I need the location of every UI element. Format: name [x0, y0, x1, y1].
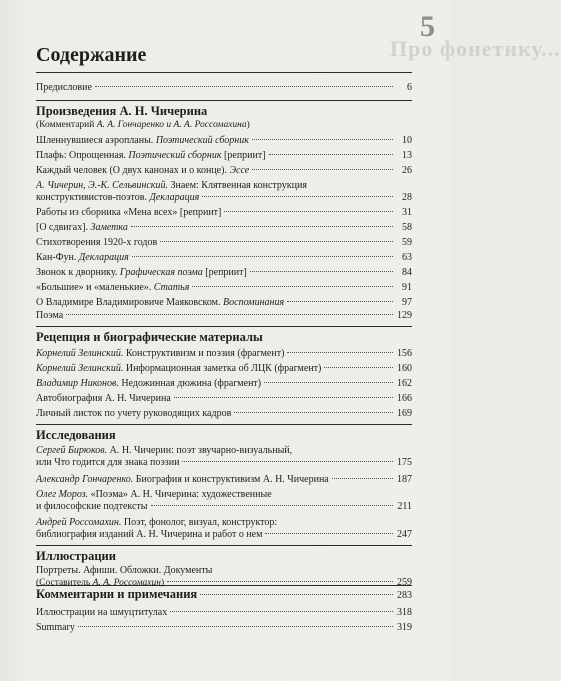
entry-plain: «Большие» и «маленькие». [36, 282, 154, 293]
entry-plain: Каждый человек (О двух канонах и о конце). [36, 165, 230, 176]
page-number: 259 [397, 577, 412, 588]
toc-entry[interactable] [36, 150, 412, 162]
entry-italic: Олег Мороз. [36, 489, 89, 500]
toc-entry[interactable] [36, 252, 412, 264]
entry-text [36, 348, 284, 360]
page-number: 84 [402, 267, 412, 278]
dot-leader [131, 226, 393, 227]
entry-italic: Корнелий Зелинский. [36, 363, 124, 374]
page-number: 162 [397, 378, 412, 389]
toc-entry-preface[interactable] [36, 82, 412, 94]
toc-entry[interactable] [36, 622, 412, 634]
entry-plain: Конструктивизм и поэзия (фрагмент) [123, 348, 285, 359]
entry-plain-tail: [реприит] [202, 267, 247, 278]
entry-text [36, 474, 329, 486]
entry-italic: Александр Гончаренко. [36, 474, 134, 485]
section-rule [36, 100, 412, 101]
entry-italic: Андрей Россомахин. [36, 517, 122, 528]
toc-entry[interactable] [36, 165, 412, 177]
dot-leader [252, 169, 393, 170]
dot-leader [224, 211, 393, 212]
entry-plain: «Поэма» А. Н. Чичерина: художественные [88, 489, 272, 500]
toc-entry[interactable] [36, 607, 412, 619]
dot-leader [252, 139, 393, 140]
dot-leader [264, 382, 393, 383]
entry-text [36, 445, 292, 457]
entry-text: Предисловие [36, 82, 92, 93]
entry-italic: Декларация [149, 192, 200, 203]
subheading-suffix: ) [246, 120, 250, 130]
toc-entry[interactable] [36, 180, 412, 204]
entry-italic: Декларация [78, 252, 129, 263]
entry-text [36, 222, 128, 234]
toc-entry[interactable] [36, 348, 412, 360]
toc-entry[interactable] [36, 489, 412, 513]
entry-text: Автобиография А. Н. Чичерина [36, 393, 171, 404]
dot-leader [234, 412, 393, 413]
page-number: 26 [402, 165, 412, 176]
section-subheading-works [36, 120, 412, 130]
dot-leader [202, 196, 393, 197]
section-rule [36, 545, 412, 546]
entry-text: Портреты. Афиши. Обложки. Документы [36, 565, 213, 576]
dot-leader [170, 611, 393, 612]
dot-leader [250, 271, 393, 272]
entry-plain: О Владимире Владимировиче Маяковском. [36, 297, 224, 308]
toc-entry[interactable] [36, 207, 412, 219]
entry-italic: Поэтический сборник [155, 135, 249, 146]
dot-leader [66, 314, 393, 315]
dot-leader [332, 478, 393, 479]
dot-leader [269, 154, 393, 155]
entry-italic: А. Чичерин, Э.-К. Сельвинский. [36, 180, 168, 191]
toc-entry[interactable] [36, 222, 412, 234]
subheading-prefix: (Комментарий [36, 120, 97, 130]
section-heading-illustrations: Иллюстрации [36, 549, 116, 563]
dot-leader [160, 241, 393, 242]
section-heading-reception: Рецепция и биографические материалы [36, 330, 263, 344]
entry-italic: Сергей Бирюков. [36, 445, 108, 456]
page-number: 160 [397, 363, 412, 374]
page-number: 211 [397, 501, 412, 512]
page-number: 58 [402, 222, 412, 233]
entry-text-line2: и философские подтексты [36, 501, 148, 512]
entry-plain: Плафь: Опрощенная. [36, 150, 129, 161]
entry-text [36, 135, 249, 147]
entry-text [36, 363, 321, 375]
entry-text: Поэма [36, 310, 64, 321]
entry-italic: Статья [153, 282, 190, 293]
entry-text [36, 378, 261, 390]
entry-italic: Воспоминания [223, 297, 285, 308]
bleed-through-text: Про фонетику... [390, 36, 561, 61]
entry-plain: конструктивистов-поэтов. [36, 192, 150, 203]
entry-text [36, 517, 277, 529]
toc-entry[interactable] [36, 237, 412, 249]
entry-plain: (Составитель [36, 578, 93, 588]
entry-plain: Биография и конструктивизм А. Н. Чичерина [133, 474, 329, 485]
toc-entry[interactable] [36, 393, 412, 405]
page-number: 63 [402, 252, 412, 263]
section-heading-comments: Комментарии и примечания [36, 587, 198, 601]
dot-leader [182, 461, 393, 462]
entry-text [36, 267, 247, 279]
section-rule [36, 585, 412, 586]
page-number: 6 [407, 82, 412, 93]
page-number: 319 [397, 622, 412, 633]
entry-plain: [О сдвигах]. [36, 222, 91, 233]
subheading-names: А. А. Гончаренко и А. А. Россомахина [96, 120, 247, 130]
entry-plain: А. Н. Чичерин: поэт звучарно-визуальный, [107, 445, 293, 456]
dot-leader [192, 286, 393, 287]
toc-entry[interactable] [36, 267, 412, 279]
dot-leader [200, 594, 393, 595]
section-heading-works: Произведения А. Н. Чичерина [36, 104, 208, 118]
entry-text [36, 282, 189, 294]
toc-entry[interactable] [36, 297, 412, 309]
dot-leader [287, 352, 393, 353]
section-rule [36, 326, 412, 327]
entry-text [36, 165, 249, 177]
dot-leader [265, 533, 393, 534]
toc-entry[interactable] [36, 310, 412, 322]
entry-text: Личный листок по учету руководящих кадров [36, 408, 232, 419]
dot-leader [287, 301, 393, 302]
corner-glyph: 5 [420, 10, 435, 43]
dot-leader [78, 626, 393, 627]
entry-plain: Кан-Фун. [36, 252, 79, 263]
entry-plain-tail: [реприит] [221, 150, 266, 161]
section-rule [36, 424, 412, 425]
page-number: 129 [397, 310, 412, 321]
entry-plain: Поэт, фонолог, визуал, конструктор: [121, 517, 278, 528]
entry-text: Summary [36, 622, 75, 633]
entry-italic: Графическая поэма [119, 267, 203, 278]
entry-plain: Знаем: Клятвенная конструкция [167, 180, 307, 191]
entry-text [36, 252, 129, 264]
page-number: 283 [397, 590, 412, 601]
entry-italic: Поэтический сборник [128, 150, 222, 161]
entry-text [36, 297, 284, 309]
toc-entry[interactable] [36, 282, 412, 294]
toc-entry[interactable] [36, 445, 412, 469]
page-number: 59 [402, 237, 412, 248]
entry-text: Иллюстрации на шмуцтитулах [36, 607, 168, 618]
entry-text-line2 [36, 192, 199, 204]
toc-entry[interactable] [36, 474, 412, 486]
entry-text [36, 150, 266, 162]
entry-text-line2: библиография изданий А. Н. Чичерина и работ о нем [36, 529, 263, 540]
page-number: 156 [397, 348, 412, 359]
toc-entry[interactable] [36, 408, 412, 420]
entry-italic: Эссе [229, 165, 250, 176]
page-number: 169 [397, 408, 412, 419]
dot-leader [132, 256, 393, 257]
entry-italic: А. А. Россомахин [92, 578, 161, 588]
entry-plain-tail: ) [160, 578, 165, 588]
page-number: 10 [402, 135, 412, 146]
page-number: 175 [397, 457, 412, 468]
page-number: 166 [397, 393, 412, 404]
toc-entry[interactable] [36, 363, 412, 375]
page-number: 31 [402, 207, 412, 218]
page-number: 247 [397, 529, 412, 540]
page-number: 28 [402, 192, 412, 203]
page-title: Содержание [36, 44, 147, 66]
dot-leader [167, 581, 393, 582]
toc-entry[interactable] [36, 135, 412, 147]
entry-text-line2: или Что годится для знака поэзии [36, 457, 180, 468]
entry-italic: Корнелий Зелинский. [36, 348, 124, 359]
entry-plain: Шленнувшиеся аэропланы. [36, 135, 156, 146]
entry-plain: Информационная заметка об ЛЦК (фрагмент) [123, 363, 322, 374]
entry-text [36, 180, 307, 192]
dot-leader [151, 505, 393, 506]
entry-text: Работы из сборника «Мена всех» [реприит] [36, 207, 222, 218]
toc-entry-comments[interactable] [36, 588, 412, 602]
entry-text: Стихотворения 1920-х годов [36, 237, 158, 248]
entry-text [36, 489, 272, 501]
page-number: 318 [397, 607, 412, 618]
entry-italic: Владимир Никонов. [36, 378, 119, 389]
toc-entry[interactable] [36, 378, 412, 390]
dot-leader [324, 367, 393, 368]
title-rule [36, 72, 412, 73]
entry-plain: Звонок к дворнику. [36, 267, 120, 278]
entry-plain: Недожинная дюжина (фрагмент) [118, 378, 262, 389]
page-number: 97 [402, 297, 412, 308]
entry-italic: Заметка [90, 222, 128, 233]
page-number: 187 [397, 474, 412, 485]
page-number: 91 [402, 282, 412, 293]
dot-leader [95, 86, 393, 87]
section-heading-research: Исследования [36, 428, 116, 442]
page-number: 13 [402, 150, 412, 161]
dot-leader [174, 397, 393, 398]
toc-entry[interactable] [36, 517, 412, 541]
